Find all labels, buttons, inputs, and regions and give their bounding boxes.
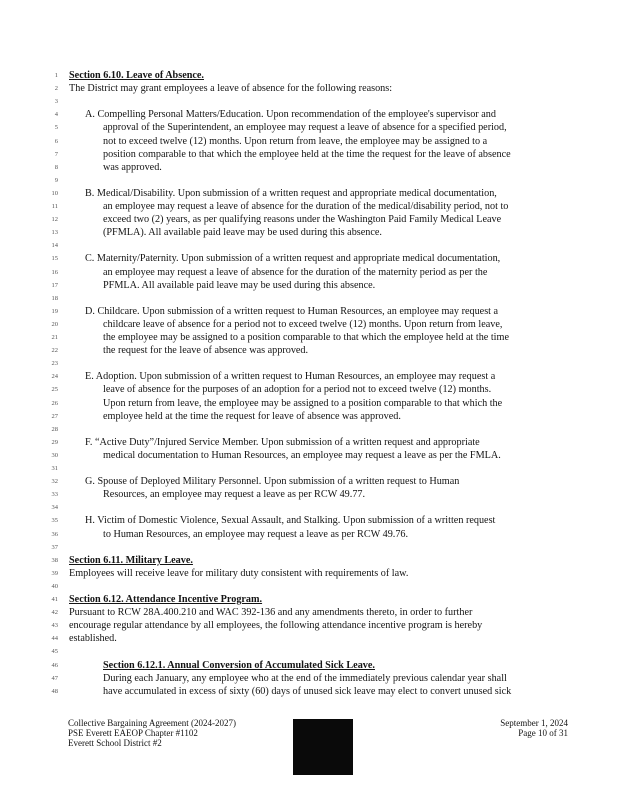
footer-chapter: PSE Everett EAEOP Chapter #1102 — [68, 728, 198, 738]
line-text: F. “Active Duty”/Injured Service Member. Upon submission of a written request and appropriate — [85, 436, 480, 448]
line-text: A. Compelling Personal Matters/Education. Upon recommendation of the employee's supervisor and — [85, 109, 496, 121]
line-number: 39 — [51, 569, 58, 577]
line-number: 11 — [51, 203, 58, 210]
line-text: (PFMLA). All available paid leave may be used during this absence. — [103, 227, 382, 239]
footer-date: September 1, 2024 — [500, 718, 568, 728]
section-heading: Section 6.12. Attendance Incentive Program. — [69, 594, 263, 605]
line-number: 1 — [54, 72, 58, 79]
line-text: employee held at the time the request for leave of absence was approved. — [103, 410, 401, 422]
line-number: 26 — [51, 399, 58, 407]
line-number: 17 — [51, 281, 58, 289]
section-heading: Section 6.12.1. Annual Conversion of Accumulated Sick Leave. — [103, 659, 375, 671]
line-number: 41 — [51, 596, 58, 603]
line-number: 16 — [51, 268, 58, 276]
footer-left — [68, 718, 236, 748]
line-number: 31 — [51, 465, 58, 472]
line-number: 20 — [51, 320, 58, 328]
line-number: 45 — [51, 648, 58, 656]
line-number: 35 — [51, 517, 58, 525]
line-text: an employee may request a leave of absence for the duration of the maternity period as per the — [103, 266, 488, 278]
footer-right — [500, 718, 568, 738]
line-number: 2 — [54, 85, 58, 93]
line-number: 29 — [51, 438, 58, 446]
line-number: 9 — [54, 176, 58, 184]
line-number: 19 — [51, 307, 58, 315]
line-text: B. Medical/Disability. Upon submission of a written request and appropriate medical documentation, — [85, 187, 497, 199]
line-text: the employee may be assigned to a position comparable to that which the employee held at the time — [103, 332, 509, 343]
line-text: not to exceed twelve (12) months. Upon return from leave, the employee may be assigned to a — [103, 135, 488, 147]
line-number: 14 — [51, 242, 58, 250]
line-number: 25 — [51, 386, 58, 394]
line-number: 28 — [51, 425, 58, 433]
line-text: leave of absence for the purposes of an adoption for a period not to exceed twelve (12) months. — [103, 384, 492, 396]
line-number: 36 — [51, 530, 58, 538]
line-text: have accumulated in excess of sixty (60) days of unused sick leave may elect to convert unused sick — [103, 685, 512, 697]
line-text: Pursuant to RCW 28A.400.210 and WAC 392-136 and any amendments thereto, in order to further — [69, 607, 473, 619]
line-number: 33 — [51, 491, 58, 499]
line-text: encourage regular attendance by all employees, the following attendance incentive program is hereby — [69, 620, 483, 632]
line-text: The District may grant employees a leave of absence for the following reasons: — [69, 83, 393, 95]
line-text: During each January, any employee who at the end of the immediately previous calendar year shall — [103, 672, 507, 684]
line-text: E. Adoption. Upon submission of a written request to Human Resources, an employee may request a — [85, 371, 496, 383]
line-number: 30 — [51, 451, 58, 459]
line-number: 44 — [51, 635, 58, 643]
line-number: 46 — [51, 661, 58, 669]
line-text: an employee may request a leave of absence for the duration of the medical/disability period, not to — [103, 201, 509, 212]
line-number: 6 — [54, 137, 58, 145]
line-number: 7 — [54, 150, 58, 158]
line-text: the request for the leave of absence was approved. — [103, 345, 309, 357]
line-number: 37 — [51, 543, 58, 551]
line-number: 47 — [51, 674, 58, 682]
line-number: 4 — [54, 111, 58, 119]
line-number: 43 — [51, 622, 58, 630]
footer-page-number: Page 10 of 31 — [518, 728, 568, 738]
line-number: 3 — [54, 98, 58, 106]
line-text: childcare leave of absence for a period not to exceed twelve (12) months. Upon return from leave, — [103, 318, 503, 330]
line-number: 32 — [51, 478, 58, 486]
line-text: established. — [69, 633, 117, 645]
line-number: 5 — [54, 124, 58, 132]
line-text: exceed two (2) years, as per qualifying reasons under the Washington Paid Family Medical Leave — [103, 214, 502, 226]
line-number: 18 — [51, 294, 58, 302]
line-number: 10 — [51, 189, 58, 197]
section-heading: Section 6.11. Military Leave. — [69, 554, 193, 566]
section-heading: Section 6.10. Leave of Absence. — [69, 70, 204, 81]
line-text: Upon return from leave, the employee may be assigned to a position comparable to that which the — [103, 397, 503, 409]
line-text: medical documentation to Human Resources, an employee may request a leave as per the FMLA. — [103, 449, 501, 461]
line-number: 23 — [51, 360, 58, 368]
line-text: to Human Resources, an employee may request a leave as per RCW 49.76. — [103, 528, 409, 540]
line-number: 13 — [51, 229, 58, 237]
line-number: 12 — [51, 216, 58, 224]
line-text: C. Maternity/Paternity. Upon submission of a written request and appropriate medical documentation, — [85, 253, 501, 265]
line-number: 40 — [51, 582, 58, 590]
line-number: 22 — [51, 347, 58, 355]
line-number: 27 — [51, 412, 58, 420]
line-text: was approved. — [103, 161, 162, 173]
line-number: 42 — [51, 609, 58, 617]
line-text: approval of the Superintendent, an employee may request a leave of absence for a specified period, — [103, 122, 507, 134]
redaction-block — [293, 719, 353, 775]
line-number: 24 — [51, 373, 58, 381]
line-text: G. Spouse of Deployed Military Personnel. Upon submission of a written request to Human — [85, 476, 460, 488]
line-number: 38 — [51, 556, 58, 564]
line-number: 8 — [54, 163, 58, 171]
line-text: Employees will receive leave for military duty consistent with requirements of law. — [69, 567, 409, 579]
line-number: 34 — [51, 504, 58, 512]
line-number: 48 — [51, 687, 58, 695]
line-text: position comparable to that which the employee held at the time the request for the leave of absence — [103, 148, 511, 160]
footer-district: Everett School District #2 — [68, 738, 162, 748]
footer-agreement: Collective Bargaining Agreement (2024-2027) — [68, 718, 237, 728]
line-text: PFMLA. All available paid leave may be used during this absence. — [103, 279, 376, 291]
line-number: 15 — [51, 255, 58, 263]
line-number: 21 — [51, 334, 58, 341]
line-text: H. Victim of Domestic Violence, Sexual Assault, and Stalking. Upon submission of a written request — [85, 515, 496, 527]
line-text: D. Childcare. Upon submission of a written request to Human Resources, an employee may request a — [85, 305, 499, 317]
line-text: Resources, an employee may request a leave as per RCW 49.77. — [103, 489, 366, 501]
